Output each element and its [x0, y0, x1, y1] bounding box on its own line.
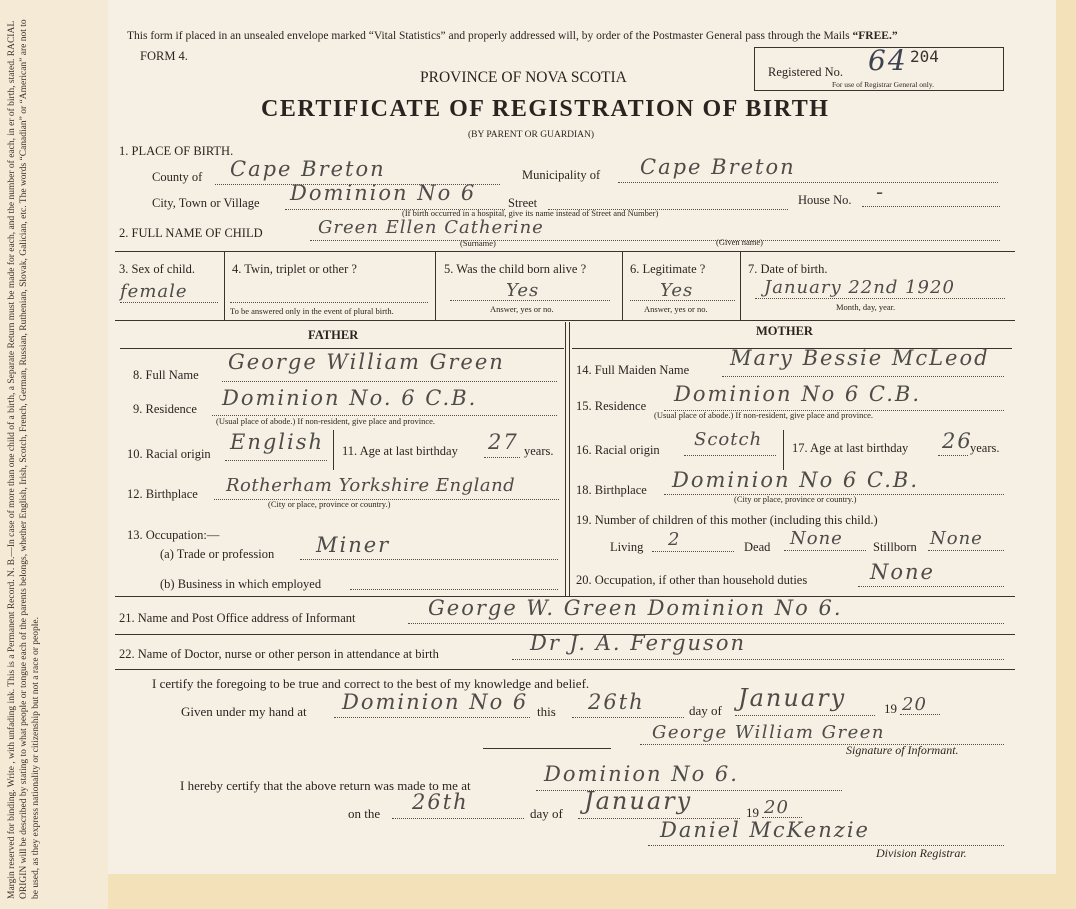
mother-occupation-value: None [870, 560, 935, 584]
mother-race-value: Scotch [694, 429, 763, 450]
registrar-year-prefix: 19 [746, 805, 759, 820]
father-birthplace-value: Rotherham Yorkshire England [226, 475, 516, 496]
registrar-month: January [584, 787, 693, 815]
twin-label: 4. Twin, triplet or other ? [232, 262, 357, 276]
twin-line [230, 302, 428, 303]
father-residence-note: (Usual place of abode.) If non-resident, give place and province. [216, 416, 436, 426]
age-divider-father [333, 430, 334, 470]
doctor-label: 22. Name of Doctor, nurse or other person in attendance at birth [119, 647, 439, 661]
mother-name-line [722, 376, 1004, 377]
alive-note: Answer, yes or no. [490, 304, 554, 314]
legitimate-note: Answer, yes or no. [644, 304, 708, 314]
registered-label: Registered No. [768, 65, 843, 79]
given-day: 26th [588, 690, 645, 714]
registered-stamp: 204 [910, 47, 939, 66]
informant-signature: George William Green [652, 722, 885, 743]
mother-occupation-line [858, 586, 1004, 587]
registrar-day-of-label: day of [530, 806, 563, 821]
mother-name-label: 14. Full Maiden Name [576, 363, 690, 377]
doctor-value: Dr J. A. Ferguson [530, 631, 747, 655]
trade-label: (a) Trade or profession [160, 547, 275, 561]
given-year: 20 [902, 694, 927, 715]
rule-1 [115, 251, 1015, 252]
document-title: CERTIFICATE OF REGISTRATION OF BIRTH [261, 96, 830, 122]
mother-birthplace-value: Dominion No 6 C.B. [672, 468, 920, 492]
father-birthplace-note: (City or place, province or country.) [268, 499, 391, 509]
city-label: City, Town or Village [152, 196, 260, 210]
place-of-birth-heading: 1. PLACE OF BIRTH. [119, 144, 234, 158]
father-residence-label: 9. Residence [133, 402, 197, 416]
children-count-label: 19. Number of children of this mother (including this child.) [576, 513, 878, 527]
rule-5 [115, 669, 1015, 670]
child-name-label: 2. FULL NAME OF CHILD [119, 226, 263, 240]
father-race-value: English [230, 430, 325, 454]
col-rule-2 [435, 251, 436, 320]
postal-notice-free: “FREE.” [852, 30, 898, 42]
business-line [350, 589, 558, 590]
father-residence-value: Dominion No. 6 C.B. [222, 386, 478, 410]
date-line [755, 298, 1005, 299]
date-note: Month, day, year. [836, 302, 896, 312]
sex-line [120, 302, 218, 303]
mother-name-value: Mary Bessie McLeod [730, 346, 990, 370]
document-subtitle: (BY PARENT OR GUARDIAN) [468, 130, 595, 140]
alive-label: 5. Was the child born alive ? [444, 262, 587, 276]
given-under-label: Given under my hand at [181, 704, 307, 719]
col-rule-4 [740, 251, 741, 320]
municipality-line [618, 182, 998, 183]
province-heading: PROVINCE OF NOVA SCOTIA [420, 69, 627, 86]
father-age-value: 27 [488, 430, 519, 454]
dead-value: None [790, 528, 843, 549]
street-label: Street [508, 196, 538, 210]
mother-race-line [684, 455, 776, 456]
mother-race-label: 16. Racial origin [576, 443, 660, 457]
stillborn-line [928, 550, 1004, 551]
given-month-line [735, 715, 875, 716]
father-race-line [225, 460, 327, 461]
informant-line [408, 623, 1004, 624]
informant-value: George W. Green Dominion No 6. [428, 596, 843, 620]
hospital-note: (If birth occurred in a hospital, give its name instead of Street and Number) [402, 208, 659, 218]
twin-note: To be answered only in the event of plural birth. [230, 306, 394, 316]
page-edge-bottom [0, 874, 1076, 909]
mother-age-value: 26 [942, 429, 973, 453]
registrar-note: For use of Registrar General only. [832, 80, 934, 89]
mother-birthplace-label: 18. Birthplace [576, 483, 647, 497]
trade-line [300, 559, 558, 560]
date-value: January 22nd 1920 [764, 277, 955, 298]
mother-age-line [938, 455, 968, 456]
mother-heading: MOTHER [756, 324, 813, 338]
father-age-years: years. [524, 444, 554, 458]
form-number: FORM 4. [140, 49, 188, 63]
trade-value: Miner [316, 533, 391, 557]
given-name-note: (Given name) [716, 237, 763, 247]
registrar-signature: Daniel McKenzie [660, 818, 870, 842]
sex-value: female [120, 281, 188, 302]
given-place-line [334, 717, 530, 718]
registrar-place: Dominion No 6. [544, 762, 739, 786]
father-age-line [484, 457, 520, 458]
registrar-certify-text: I hereby certify that the above return was made to me at [180, 778, 471, 793]
sex-label: 3. Sex of child. [119, 262, 196, 276]
legitimate-label: 6. Legitimate ? [630, 262, 706, 276]
col-rule-1 [224, 251, 225, 320]
house-line [862, 206, 1000, 207]
father-age-label: 11. Age at last birthday [342, 444, 458, 458]
father-name-line [222, 381, 557, 382]
house-value: - [876, 180, 886, 204]
registrar-year: 20 [764, 797, 789, 818]
given-this-label: this [537, 704, 556, 719]
registrar-day: 26th [412, 790, 469, 814]
signature-rule [483, 748, 611, 749]
alive-value: Yes [506, 280, 540, 301]
rule-2 [115, 320, 1015, 321]
city-value: Dominion No 6 [290, 181, 477, 205]
legitimate-line [630, 300, 735, 301]
informant-label: 21. Name and Post Office address of Informant [119, 611, 356, 625]
father-mother-divider-2 [569, 322, 570, 596]
given-year-line [900, 714, 940, 715]
binding-margin [0, 0, 108, 909]
stillborn-value: None [930, 528, 983, 549]
legitimate-value: Yes [660, 280, 694, 301]
given-place: Dominion No 6 [342, 690, 529, 714]
living-value: 2 [668, 529, 681, 550]
county-label: County of [152, 170, 203, 184]
father-heading: FATHER [308, 328, 359, 342]
father-name-value: George William Green [228, 350, 505, 374]
county-value: Cape Breton [230, 157, 386, 181]
mother-age-years: years. [970, 441, 1000, 455]
child-name-value: Green Ellen Catherine [318, 217, 544, 238]
mother-residence-note: (Usual place of abode.) If non-resident, give place and province. [654, 410, 874, 420]
father-race-label: 10. Racial origin [127, 447, 211, 461]
municipality-label: Municipality of [522, 168, 601, 182]
municipality-value: Cape Breton [640, 155, 796, 179]
living-label: Living [610, 540, 644, 554]
page-edge [1056, 0, 1076, 909]
alive-line [450, 300, 610, 301]
registrar-on-label: on the [348, 806, 381, 821]
doctor-line [512, 659, 1004, 660]
given-day-line [572, 717, 684, 718]
certify-text: I certify the foregoing to be true and correct to the best of my knowledge and belief. [152, 676, 590, 691]
given-year-prefix: 19 [884, 701, 897, 716]
father-header-rule [120, 348, 564, 349]
child-name-line [310, 240, 1000, 241]
division-registrar-label: Division Registrar. [876, 846, 967, 860]
col-rule-3 [622, 251, 623, 320]
date-label: 7. Date of birth. [748, 262, 828, 276]
registrar-day-line [392, 818, 524, 819]
living-line [652, 551, 734, 552]
father-birthplace-label: 12. Birthplace [127, 487, 198, 501]
mother-occupation-label: 20. Occupation, if other than household duties [576, 573, 808, 587]
father-name-label: 8. Full Name [133, 368, 199, 382]
signature-of-informant-label: Signature of Informant. [846, 743, 959, 757]
postal-notice [127, 30, 898, 42]
mother-age-label: 17. Age at last birthday [792, 441, 909, 455]
postal-notice-text: This form if placed in an unsealed envelope marked “Vital Statistics” and properly addressed will, by order of the Postmaster General pass through the Mails [127, 30, 850, 42]
mother-residence-value: Dominion No 6 C.B. [674, 382, 922, 406]
occupation-heading: 13. Occupation:— [127, 528, 220, 542]
stillborn-label: Stillborn [873, 540, 917, 554]
margin-note: Margin reserved for binding. Write , with unfading ink. This is a Permanent Record. N. B.—In case of more than one child of a birth, a Separate Return must be made for each, and the number of each, in er of birth, stated. RACIAL ORIGIN will be described by stating to what people or tongue each of the parents belongs, whether English, Irish, Scotch, French, German, Russian, Ruthenian, Slovak, Galician, etc. The words “Canadian” or “American” are not to be used, as they express nationality or citizenship but not a race or people. [7, 19, 41, 899]
given-day-of-label: day of [689, 703, 722, 718]
surname-note: (Surname) [460, 238, 496, 248]
age-divider-mother [783, 430, 784, 470]
house-label: House No. [798, 193, 852, 207]
father-mother-divider [565, 322, 566, 596]
mother-birthplace-note: (City or place, province or country.) [734, 494, 857, 504]
mother-residence-label: 15. Residence [576, 399, 647, 413]
given-month: January [738, 684, 847, 712]
registered-number: 64 [868, 44, 908, 77]
dead-label: Dead [744, 540, 771, 554]
business-label: (b) Business in which employed [160, 577, 322, 591]
dead-line [784, 550, 866, 551]
